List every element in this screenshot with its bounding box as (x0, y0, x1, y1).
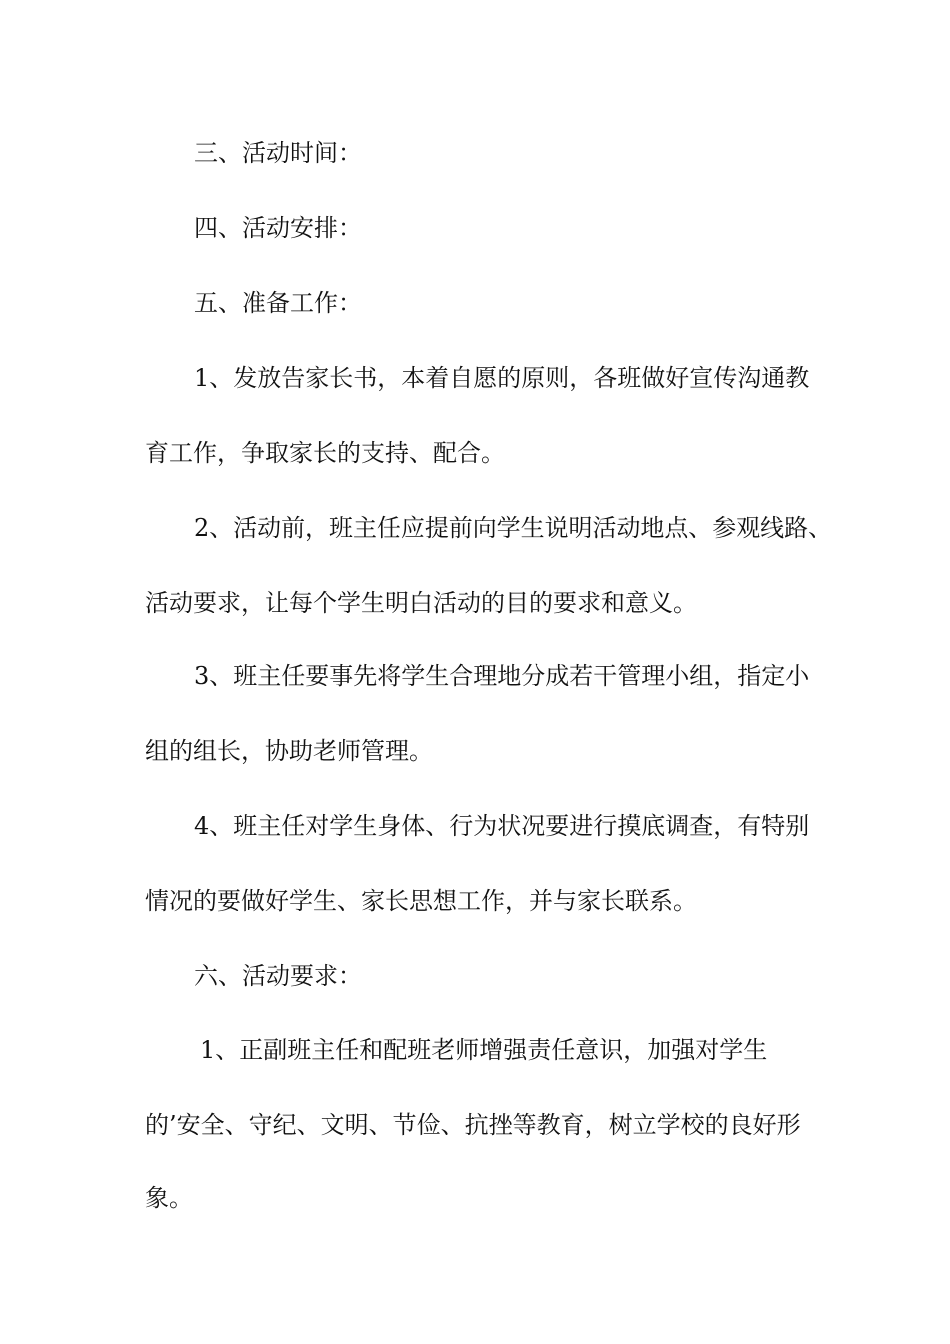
section-heading-preparation: 五、准备工作： (194, 289, 362, 317)
paragraph-line: 4、班主任对学生身体、行为状况要进行摸底调查，有特别 (194, 812, 810, 840)
section-heading-activity-time: 三、活动时间： (194, 139, 362, 167)
paragraph-line: 组的组长，协助老师管理。 (145, 737, 433, 765)
paragraph-line: 育工作，争取家长的支持、配合。 (145, 439, 505, 467)
section-heading-activity-schedule: 四、活动安排： (194, 214, 362, 242)
paragraph-line: 3、班主任要事先将学生合理地分成若干管理小组，指定小 (194, 662, 810, 690)
paragraph-line: 象。 (145, 1184, 193, 1212)
section-heading-activity-requirements: 六、活动要求： (194, 962, 362, 990)
paragraph-line: 活动要求，让每个学生明白活动的目的要求和意义。 (145, 589, 697, 617)
paragraph-line: 1、发放告家长书，本着自愿的原则，各班做好宣传沟通教 (194, 364, 810, 392)
paragraph-line: 1、正副班主任和配班老师增强责任意识，加强对学生 (200, 1036, 768, 1064)
paragraph-line: 2、活动前，班主任应提前向学生说明活动地点、参观线路、 (194, 514, 833, 542)
paragraph-line: 的’安全、守纪、文明、节俭、抗挫等教育，树立学校的良好形 (145, 1111, 801, 1139)
paragraph-line: 情况的要做好学生、家长思想工作，并与家长联系。 (145, 887, 697, 915)
